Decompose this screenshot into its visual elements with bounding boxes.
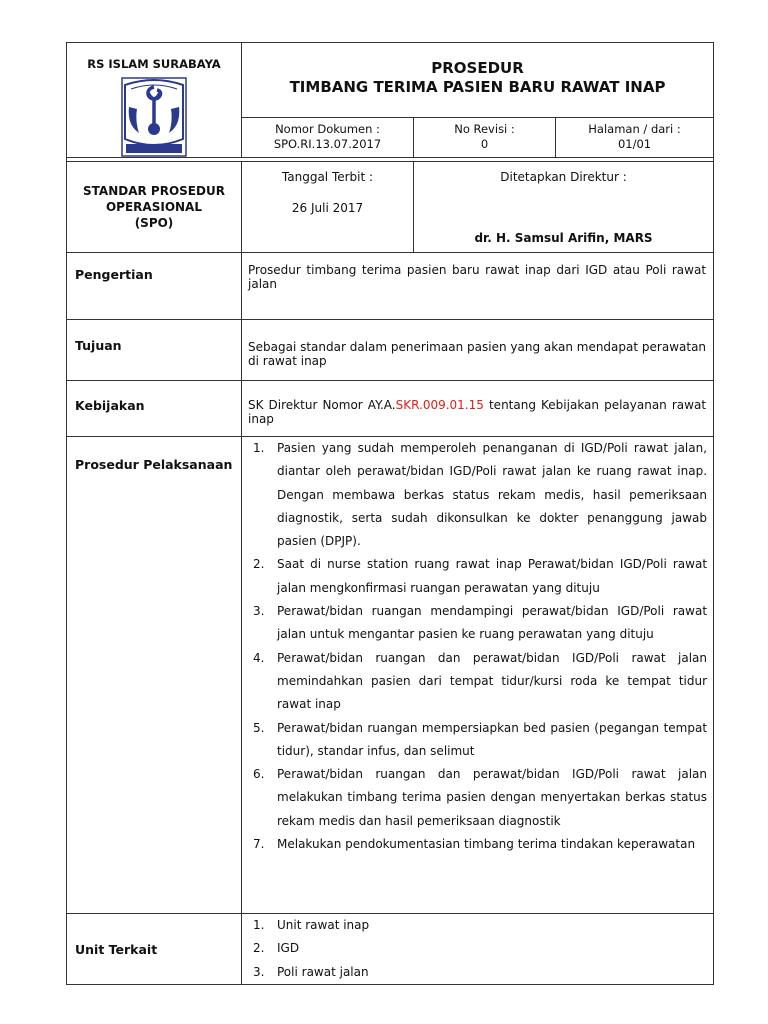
spo-table [66, 42, 714, 985]
step-text: Perawat/bidan ruangan dan perawat/bidan IGD/Poli rawat jalan memindahkan pasien dari tempat tidur/kursi roda ke tempat tidur rawat inap [277, 650, 708, 712]
step-number: 5. [253, 720, 265, 735]
step-number: 6. [253, 767, 265, 782]
issue-date-cell [242, 162, 414, 253]
document-title-line1: PROSEDUR [431, 59, 524, 77]
step-number: 4. [253, 650, 265, 665]
prosedur-steps-cell [242, 437, 714, 914]
unit-text: Poli rawat jalan [277, 964, 369, 979]
revision-value: 0 [480, 136, 489, 151]
hospital-header-cell [67, 43, 242, 158]
prosedur-label: Prosedur Pelaksanaan [75, 457, 233, 472]
step-text: Pasien yang sudah memperoleh penanganan di IGD/Poli rawat jalan, diantar oleh perawat/bidan IGD/Poli rawat jalan ke ruang rawat inap. Dengan membawa berkas status rekam medis, hasil pemeriksaan diagnostik, serta sudah dikonsulkan ke dokter penanggung jawab pasien (DPJP). [277, 441, 708, 549]
step-number: 1. [253, 441, 265, 455]
issue-date-label: Tanggal Terbit : [281, 170, 374, 184]
unit-number: 1. [253, 918, 265, 932]
unit-label: Unit Terkait [75, 941, 158, 957]
kebijakan-text-prefix: SK Direktur Nomor AY.A. [248, 398, 396, 412]
approved-label: Ditetapkan Direktur : [500, 170, 627, 184]
unit-text: IGD [277, 941, 300, 956]
step-text: Perawat/bidan ruangan mempersiapkan bed pasien (pegangan tempat tidur), standar infus, dan selimut [277, 720, 708, 758]
spo-label-line1: STANDAR PROSEDUR [83, 184, 225, 198]
unit-number: 2. [253, 941, 265, 956]
unit-items-cell [242, 914, 714, 985]
doc-number-cell [242, 117, 414, 157]
revision-cell [414, 117, 556, 157]
spo-label-cell [67, 162, 242, 253]
pengertian-label: Pengertian [75, 267, 153, 282]
pengertian-text: Prosedur timbang terima pasien baru rawat inap dari IGD atau Poli rawat jalan [248, 263, 707, 291]
page-cell [556, 117, 714, 157]
step-text: Perawat/bidan ruangan mendampingi perawat/bidan IGD/Poli rawat jalan untuk mengantar pasien ke ruang perawatan yang dituju [277, 604, 708, 642]
director-name: dr. H. Samsul Arifin, MARS [474, 231, 653, 245]
step-number: 2. [253, 557, 265, 572]
prosedur-step-7 [242, 833, 707, 856]
step-text: Melakukan pendokumentasian timbang terima tindakan keperawatan [277, 837, 696, 852]
pengertian-text-cell [242, 253, 714, 320]
document-title-cell [242, 43, 714, 118]
prosedur-step-6 [242, 763, 707, 833]
unit-number: 3. [253, 964, 265, 979]
unit-item-1 [242, 914, 707, 937]
doc-number-value: SPO.RI.13.07.2017 [273, 136, 382, 151]
step-number: 7. [253, 837, 265, 852]
kebijakan-text-cell [242, 381, 714, 437]
document-title-line2: TIMBANG TERIMA PASIEN BARU RAWAT INAP [289, 78, 666, 96]
tujuan-text-cell [242, 320, 714, 381]
tujuan-label: Tujuan [75, 338, 122, 353]
unit-item-3 [242, 961, 707, 984]
page-label: Halaman / dari : [588, 121, 681, 136]
spo-label-line2: OPERASIONAL [105, 200, 202, 214]
revision-label: No Revisi : [454, 121, 515, 136]
tujuan-label-cell [67, 320, 242, 381]
hospital-name: RS ISLAM SURABAYA [87, 57, 221, 71]
prosedur-label-cell [67, 437, 242, 914]
prosedur-step-1 [242, 437, 707, 553]
director-cell [414, 162, 714, 253]
spo-label-line3: (SPO) [134, 216, 174, 230]
tujuan-text: Sebagai standar dalam penerimaan pasien yang akan mendapat perawatan di rawat inap [248, 340, 707, 368]
doc-number-label: Nomor Dokumen : [275, 121, 380, 136]
prosedur-step-3 [242, 600, 707, 647]
spo-document [66, 42, 713, 985]
page-value: 01/01 [617, 136, 652, 151]
unit-label-cell [67, 914, 242, 985]
prosedur-step-5 [242, 717, 707, 764]
step-text: Perawat/bidan ruangan dan perawat/bidan IGD/Poli rawat jalan melakukan timbang terima pasien dengan menyertakan berkas status rekam medis dan hasil pemeriksaan diagnostik [277, 767, 708, 828]
kebijakan-sk-number: SKR.009.01.15 [395, 398, 484, 412]
hospital-logo [121, 77, 187, 157]
pengertian-label-cell [67, 253, 242, 320]
issue-date-value: 26 Juli 2017 [291, 201, 364, 215]
kebijakan-label-cell [67, 381, 242, 437]
kebijakan-text-suffix: tentang Kebijakan pelayanan rawat inap [248, 398, 707, 426]
prosedur-step-4 [242, 647, 707, 717]
unit-text: Unit rawat inap [277, 918, 370, 932]
unit-items-list [242, 914, 713, 984]
step-text: Saat di nurse station ruang rawat inap Perawat/bidan IGD/Poli rawat jalan mengkonfirmasi ruangan perawatan yang dituju [277, 557, 708, 595]
step-number: 3. [253, 604, 265, 619]
prosedur-step-2 [242, 553, 707, 600]
unit-item-2 [242, 937, 707, 960]
kebijakan-label: Kebijakan [75, 398, 145, 413]
hospital-logo-icon [121, 77, 187, 157]
prosedur-steps-list [242, 437, 713, 856]
